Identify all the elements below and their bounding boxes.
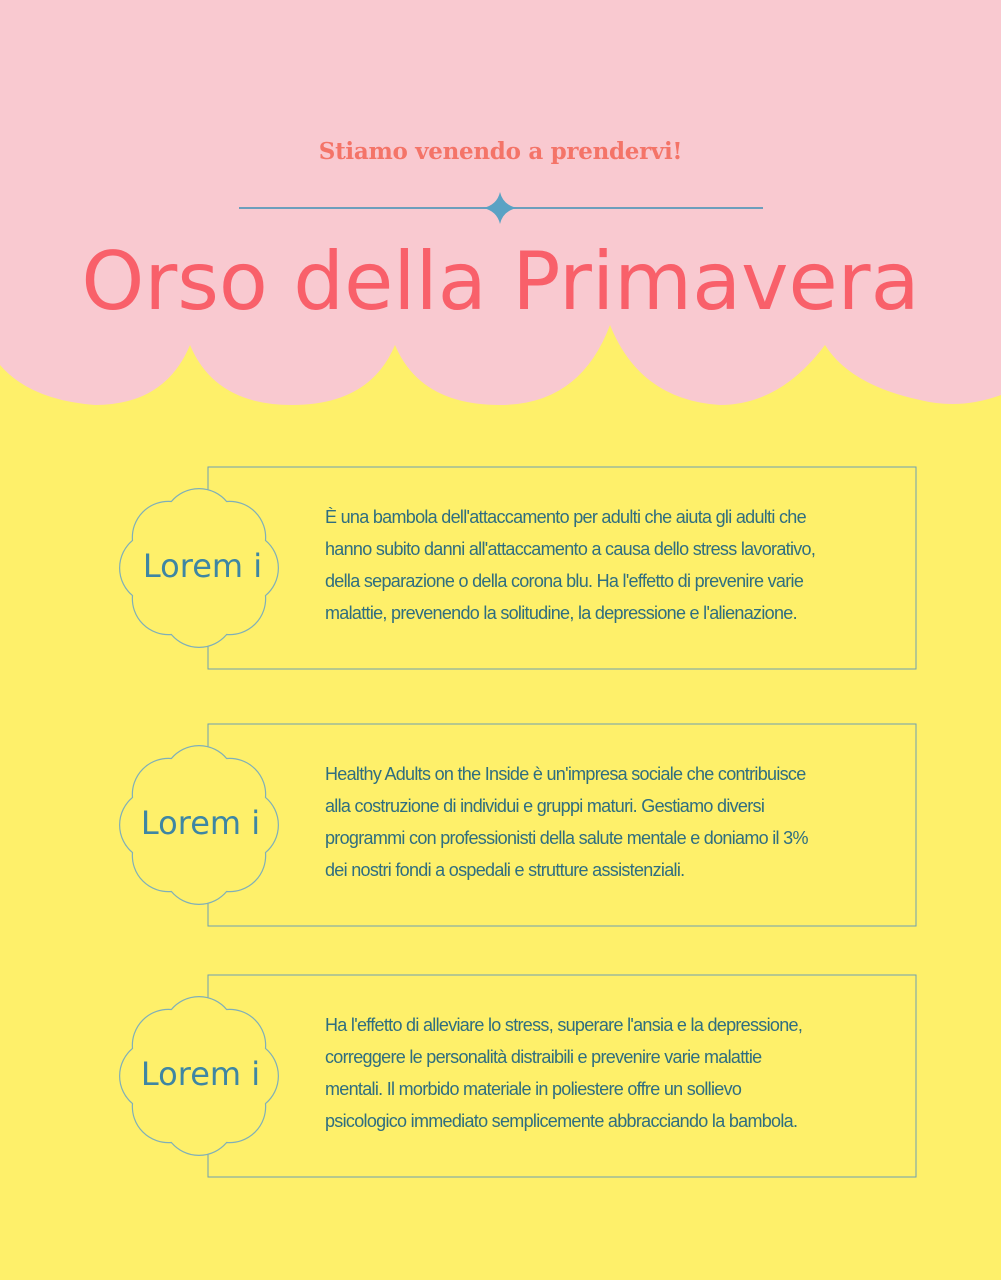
text-line: È una bambola dell'attaccamento per adulti che aiuta gli adulti che	[325, 507, 806, 527]
text-line: Healthy Adults on the Inside è un'impresa sociale che contribuisce	[325, 764, 806, 784]
text-line: hanno subito danni all'attaccamento a causa dello stress lavorativo,	[325, 539, 816, 559]
info-card	[90, 971, 920, 1181]
text-line: alla costruzione di individui e gruppi maturi. Gestiamo diversi	[325, 796, 765, 816]
card-label: Lorem i	[142, 547, 263, 585]
subtitle: Stiamo venendo a prendervi!	[318, 138, 683, 165]
card-label: Lorem i	[140, 1055, 261, 1093]
header-banner	[0, 0, 1001, 420]
info-card	[90, 720, 920, 930]
text-line: Ha l'effetto di alleviare lo stress, superare l'ansia e la depressione,	[325, 1015, 803, 1035]
text-line: psicologico immediato semplicemente abbracciando la bambola.	[325, 1111, 798, 1131]
text-line: programmi con professionisti della salute mentale e doniamo il 3%	[325, 828, 808, 848]
card-text	[325, 1009, 905, 1137]
card-text	[325, 501, 905, 629]
text-line: mentali. Il morbido materiale in poliestere offre un sollievo	[325, 1079, 742, 1099]
info-card	[90, 463, 920, 673]
card-text	[325, 758, 905, 886]
text-line: malattie, prevenendo la solitudine, la depressione e l'alienazione.	[325, 603, 797, 623]
scalloped-background	[0, 0, 1001, 420]
text-line: della separazione o della corona blu. Ha l'effetto di prevenire varie	[325, 571, 804, 591]
text-line: correggere le personalità distraibili e prevenire varie malattie	[325, 1047, 762, 1067]
card-label: Lorem i	[140, 804, 261, 842]
page-title: Orso della Primavera	[81, 235, 920, 328]
text-line: dei nostri fondi a ospedali e strutture assistenziali.	[325, 860, 685, 880]
